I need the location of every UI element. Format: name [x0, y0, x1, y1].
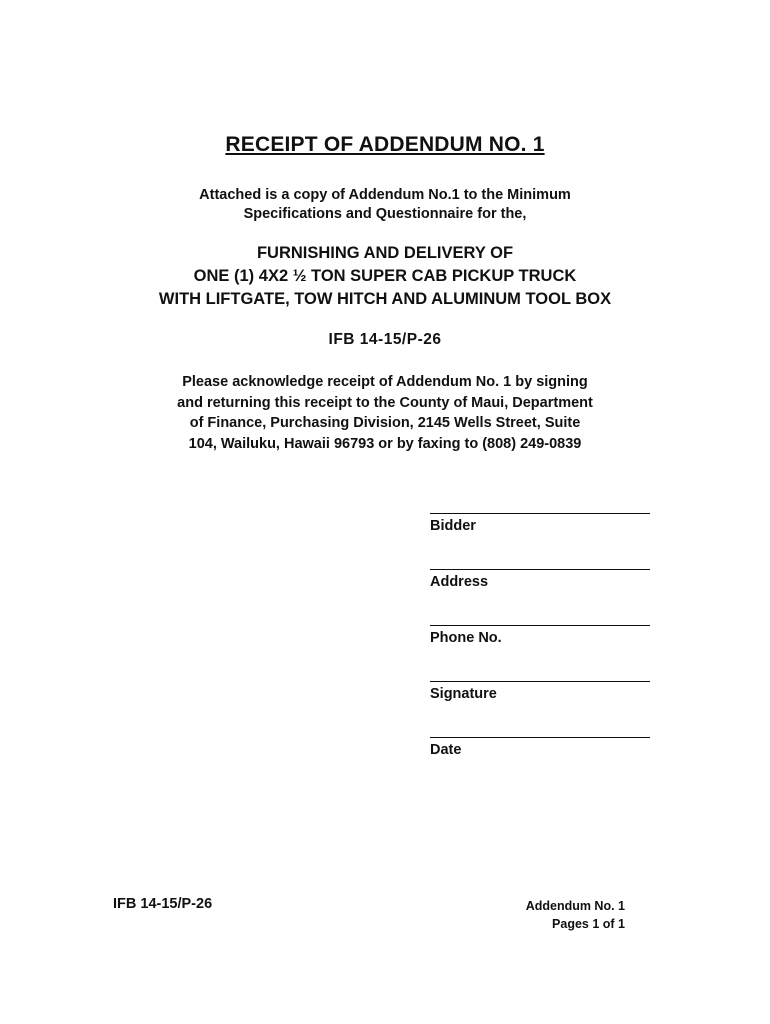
address-label: Address: [430, 574, 489, 590]
signature-label: Signature: [430, 686, 497, 702]
footer-pages: Pages 1 of 1: [552, 917, 625, 931]
date-field[interactable]: [430, 737, 650, 758]
phone-blank-line[interactable]: [430, 625, 650, 626]
instruction-line: Please acknowledge receipt of Addendum No. 1 by signing: [182, 374, 588, 390]
page-title: RECEIPT OF ADDENDUM NO. 1: [225, 133, 545, 156]
heading-line: FURNISHING AND DELIVERY OF: [256, 244, 514, 262]
date-label: Date: [430, 742, 462, 758]
signature-field[interactable]: [430, 681, 650, 702]
instruction-line: 104, Wailuku, Hawaii 96793 or by faxing to (808) 249-0839: [188, 435, 582, 452]
intro-line: Specifications and Questionnaire for the,: [243, 206, 527, 222]
footer-page-info: [490, 897, 625, 933]
address-blank-line[interactable]: [430, 569, 650, 570]
address-field[interactable]: [430, 569, 650, 590]
phone-label: Phone No.: [430, 630, 502, 646]
heading-line: ONE (1) 4X2 ½ TON SUPER CAB PICKUP TRUCK: [193, 267, 577, 285]
instruction-line: of Finance, Purchasing Division, 2145 Wells Street, Suite: [189, 415, 581, 431]
date-blank-line[interactable]: [430, 737, 650, 738]
phone-field[interactable]: [430, 625, 650, 646]
intro-paragraph: [0, 186, 770, 224]
ifb-number: IFB 14-15/P-26: [328, 331, 442, 348]
instruction-line: and returning this receipt to the County of Maui, Department: [177, 394, 593, 411]
heading-line: WITH LIFTGATE, TOW HITCH AND ALUMINUM TOOL BOX: [158, 290, 612, 308]
bidder-blank-line[interactable]: [430, 513, 650, 514]
signature-blank-line[interactable]: [430, 681, 650, 682]
bidder-field[interactable]: [430, 513, 650, 534]
bidder-label: Bidder: [430, 518, 476, 534]
footer-addendum: Addendum No. 1: [525, 899, 625, 913]
instructions-paragraph: [0, 372, 770, 454]
intro-line: Attached is a copy of Addendum No.1 to the Minimum: [199, 187, 571, 203]
project-heading: [0, 242, 770, 311]
footer-ifb-number: IFB 14-15/P-26: [113, 896, 213, 912]
